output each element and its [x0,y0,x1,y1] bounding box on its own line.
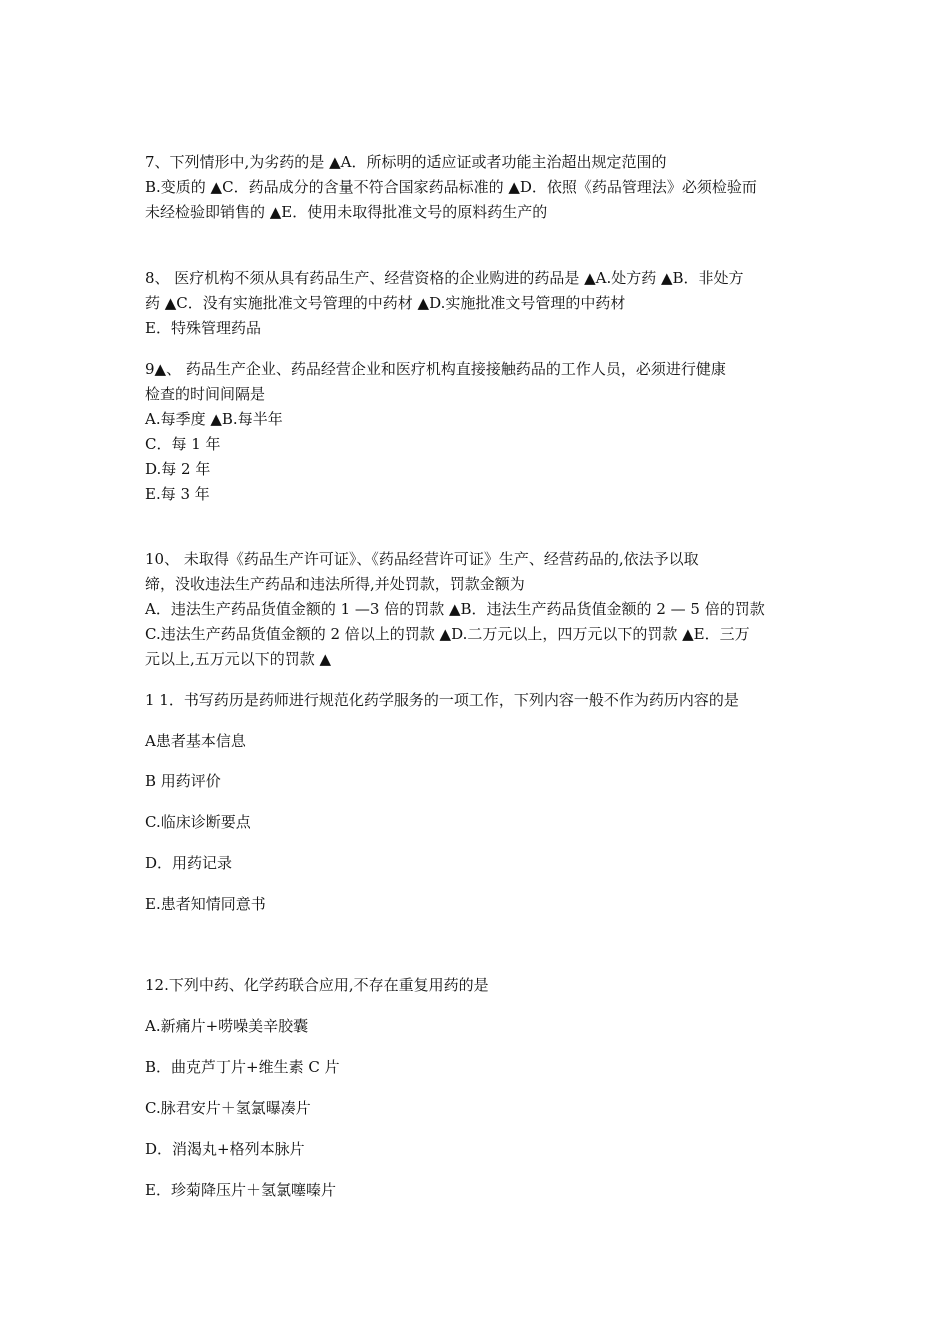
question-11-option-c: C.临床诊断要点 [145,813,251,831]
question-7 [145,150,815,225]
question-11-option-d: D．用药记录 [145,854,233,872]
question-10-line-1: 10、 未取得《药品生产许可证》、《药品经营许可证》生产、经营药品的,依法予以取 [145,550,699,568]
question-9-option-ab: A.每季度 ▲B.每半年 [145,410,283,428]
question-10 [145,547,815,672]
question-7-line-3: 未经检验即销售的 ▲E．使用未取得批准文号的原料药生产的 [145,203,548,221]
question-10-line-2: 缔，没收违法生产药品和违法所得,并处罚款，罚款金额为 [145,575,525,593]
question-12-option-a: A.新痛片+唠噪美辛胶囊 [145,1017,309,1035]
question-9 [145,357,815,507]
question-7-line-1: 7、下列情形中,为劣药的是 ▲A．所标明的适应证或者功能主治超出规定范围的 [145,153,667,171]
question-9-option-d: D.每 2 年 [145,460,211,478]
question-9-line-2: 检查的时间间隔是 [145,385,266,403]
question-11-option-a: A患者基本信息 [145,732,246,750]
question-9-option-c: C．每 1 年 [145,435,221,453]
question-11 [145,688,815,713]
question-11-stem: 1 1．书写药历是药师进行规范化药学服务的一项工作，下列内容一般不作为药历内容的是 [145,691,739,709]
question-8-line-1: 8、 医疗机构不须从具有药品生产、经营资格的企业购进的药品是 ▲A.处方药 ▲B．非处方 [145,269,744,287]
question-12-option-b: B．曲克芦丁片+维生素 C 片 [145,1058,340,1076]
question-12-option-d: D．消渴丸+格列本脉片 [145,1140,305,1158]
question-12-option-c: C.脉君安片＋氢氯曝凑片 [145,1099,311,1117]
question-12-stem: 12.下列中药、化学药联合应用,不存在重复用药的是 [145,976,489,994]
question-10-line-5: 元以上,五万元以下的罚款 ▲ [145,650,332,668]
question-8 [145,266,815,341]
question-10-line-4: C.违法生产药品货值金额的 2 倍以上的罚款 ▲D.二万元以上，四万元以下的罚款 ▲E．三万 [145,625,750,643]
question-8-line-2: 药 ▲C．没有实施批准文号管理的中药材 ▲D.实施批准文号管理的中药材 [145,294,626,312]
question-9-option-e: E.每 3 年 [145,485,210,503]
question-11-option-e: E.患者知情同意书 [145,895,266,913]
question-12-option-e: E．珍菊降压片＋氢氯噻嗪片 [145,1181,336,1199]
question-10-line-3: A．违法生产药品货值金额的 1 —3 倍的罚款 ▲B．违法生产药品货值金额的 2 — 5 倍的罚款 [145,600,765,618]
question-11-option-b: B 用药评价 [145,772,221,790]
question-9-line-1: 9▲、 药品生产企业、药品经营企业和医疗机构直接接触药品的工作人员，必须进行健康 [145,360,726,378]
question-8-line-3: E．特殊管理药品 [145,319,261,337]
question-7-line-2: B.变质的 ▲C．药品成分的含量不符合国家药品标准的 ▲D．依照《药品管理法》必须检验而 [145,178,757,196]
